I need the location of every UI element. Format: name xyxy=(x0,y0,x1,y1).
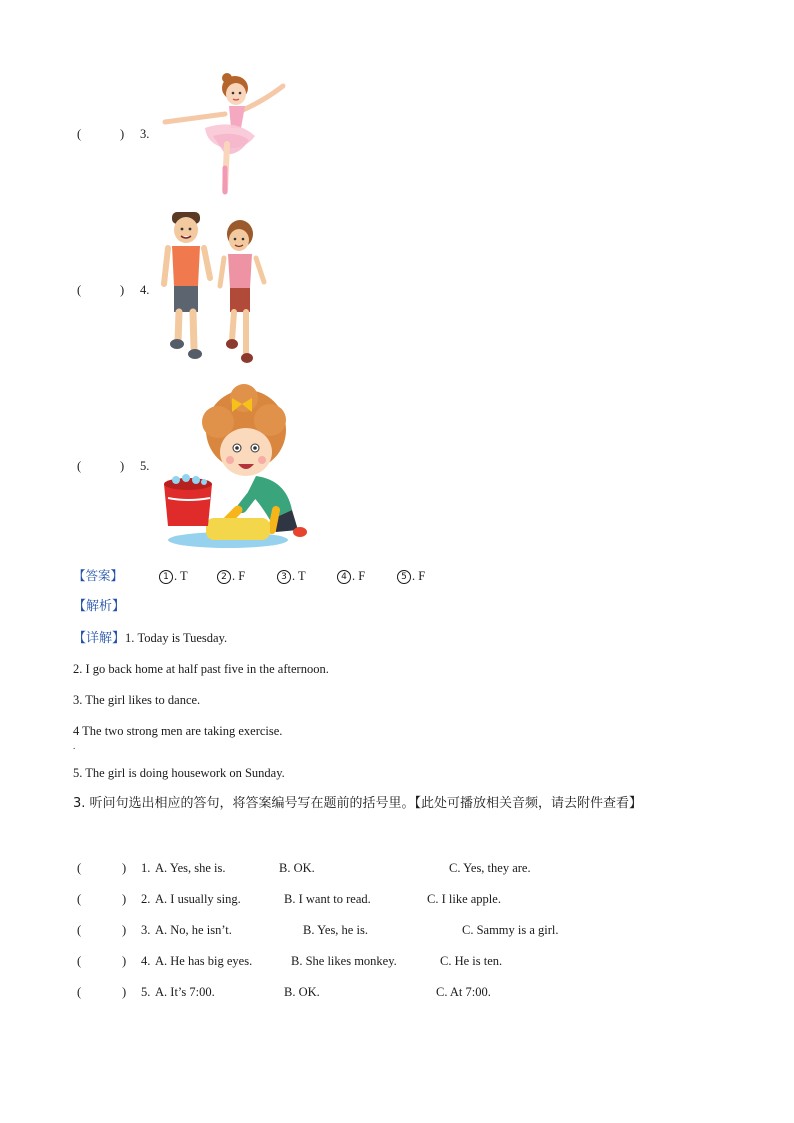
option-a: A. It’s 7:00. xyxy=(155,985,215,999)
answer-paren-open[interactable]: ( xyxy=(77,923,82,937)
analysis-line-5: 5. The girl is doing housework on Sunday. xyxy=(73,766,285,780)
answer-paren-close: ) xyxy=(122,892,127,906)
section-3-instructions: 3. 听问句选出相应的答句，将答案编号写在题前的括号里。 xyxy=(73,796,415,811)
option-c: C. At 7:00. xyxy=(436,985,491,999)
answer-paren-open[interactable]: ( xyxy=(77,861,82,875)
option-b: B. Yes, he is. xyxy=(303,923,368,937)
circled-number: 3 xyxy=(277,570,291,584)
answer-paren-open[interactable]: ( xyxy=(77,283,82,297)
option-c: C. Sammy is a girl. xyxy=(462,923,559,937)
detail-label: 【详解】 xyxy=(73,631,126,646)
item-number: 5. xyxy=(140,459,150,473)
option-b: B. She likes monkey. xyxy=(291,954,397,968)
circled-number: 4 xyxy=(337,570,351,584)
answer-item-4 xyxy=(337,568,365,584)
circled-number: 1 xyxy=(159,570,173,584)
answer-paren-open[interactable]: ( xyxy=(77,459,82,473)
answer-paren-open[interactable]: ( xyxy=(77,127,82,141)
answer-value: . F xyxy=(412,569,426,583)
option-c: C. Yes, they are. xyxy=(449,861,531,875)
stray-dot: . xyxy=(73,741,76,751)
question-number: 2. xyxy=(141,892,151,906)
answer-paren-close: ) xyxy=(122,923,127,937)
answer-paren-close: ) xyxy=(120,459,125,473)
option-b: B. OK. xyxy=(284,985,320,999)
circled-number: 2 xyxy=(217,570,231,584)
option-a: A. He has big eyes. xyxy=(155,954,253,968)
answer-paren-close: ) xyxy=(122,954,127,968)
question-number: 5. xyxy=(141,985,151,999)
answer-value: . T xyxy=(292,569,306,583)
answer-paren-close: ) xyxy=(120,283,125,297)
analysis-line-4: 4 The two strong men are taking exercise. xyxy=(73,724,283,738)
answer-paren-close: ) xyxy=(120,127,125,141)
analysis-text: 1. Today is Tuesday. xyxy=(125,631,228,645)
item-number: 3. xyxy=(140,127,150,141)
analysis-line-1 xyxy=(73,630,227,647)
answer-item-2 xyxy=(217,568,245,584)
answer-paren-open[interactable]: ( xyxy=(77,985,82,999)
analysis-line-2: 2. I go back home at half past five in the afternoon. xyxy=(73,662,329,676)
answer-item-1 xyxy=(159,568,188,584)
circled-number: 5 xyxy=(397,570,411,584)
option-b: B. I want to read. xyxy=(284,892,371,906)
question-number: 3. xyxy=(141,923,151,937)
ballerina-illustration xyxy=(155,70,290,195)
answer-item-5 xyxy=(397,568,425,584)
answer-item-3 xyxy=(277,568,306,584)
option-c: C. He is ten. xyxy=(440,954,503,968)
answer-label: 【答案】 xyxy=(73,568,124,583)
answer-value: . T xyxy=(174,569,188,583)
option-c: C. I like apple. xyxy=(427,892,501,906)
section-3-audio-note: 【此处可播放相关音频，请去附件查看】 xyxy=(414,796,643,811)
answer-value: . F xyxy=(352,569,366,583)
question-number: 1. xyxy=(141,861,151,875)
question-number: 4. xyxy=(141,954,151,968)
answer-paren-open[interactable]: ( xyxy=(77,892,82,906)
cleaning-girl-illustration xyxy=(158,380,313,552)
analysis-label: 【解析】 xyxy=(73,599,126,614)
answer-paren-open[interactable]: ( xyxy=(77,954,82,968)
option-a: A. No, he isn’t. xyxy=(155,923,232,937)
option-b: B. OK. xyxy=(279,861,315,875)
item-number: 4. xyxy=(140,283,150,297)
answer-paren-close: ) xyxy=(122,861,127,875)
section-3-heading xyxy=(73,796,642,812)
option-a: A. Yes, she is. xyxy=(155,861,226,875)
running-people-illustration xyxy=(160,208,270,368)
analysis-line-3: 3. The girl likes to dance. xyxy=(73,693,201,707)
answer-paren-close: ) xyxy=(122,985,127,999)
answer-value: . F xyxy=(232,569,246,583)
option-a: A. I usually sing. xyxy=(155,892,241,906)
